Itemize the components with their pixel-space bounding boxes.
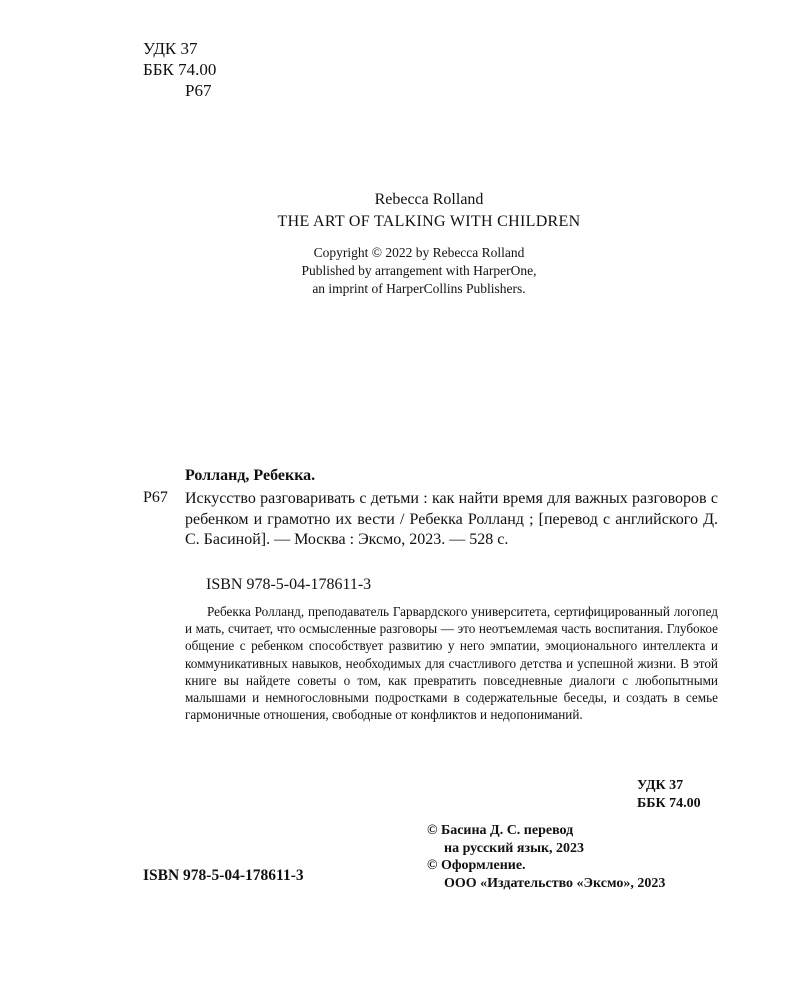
biblio-author-heading: Ролланд, Ребекка. bbox=[185, 467, 316, 484]
footer-copyrights bbox=[427, 822, 665, 892]
translation-copyright-line1: © Басина Д. С. перевод bbox=[427, 823, 574, 838]
footer-classification bbox=[637, 777, 701, 813]
udk-code: УДК 37 bbox=[143, 39, 198, 58]
translation-copyright-line2: на русский язык, 2023 bbox=[444, 840, 585, 856]
classification-block bbox=[143, 38, 216, 101]
author-mark: Р67 bbox=[185, 81, 212, 100]
bbk-code: ББК 74.00 bbox=[143, 60, 217, 79]
copyright-line: an imprint of HarperCollins Publishers. bbox=[312, 281, 526, 296]
original-title: THE ART OF TALKING WITH CHILDREN bbox=[277, 213, 581, 230]
biblio-code: Р67 bbox=[143, 489, 168, 506]
original-author: Rebecca Rolland bbox=[374, 191, 484, 208]
footer-isbn: ISBN 978-5-04-178611-3 bbox=[143, 867, 304, 884]
biblio-description: Искусство разговаривать с детьми : как найти время для важных разговоров с ребенком и грамотно их вести / Ребекка Ролланд ; [перевод с английского Д. С. Басиной]. — Москва : Эксмо, 2023. — 528 с. bbox=[185, 490, 718, 549]
copyright-line: Copyright © 2022 by Rebecca Rolland bbox=[313, 245, 525, 260]
annotation: Ребекка Ролланд, преподаватель Гарвардского университета, сертифицированный логопед и мать, считает, что осмысленные разговоры — это неотъемлемая часть воспитания. Глубокое общение с ребенком способствует развитию у него эмпатии, эмоционального интеллекта и коммуникативных навыков, необходимых для счастливого детства и успешной жизни. В этой книге вы найдете советы о том, как превратить повседневные диалоги с любопытными малышами и немногословными подростками в содержательные беседы, и создать в семье гармоничные отношения, свободные от конфликтов и недопониманий. bbox=[185, 604, 718, 723]
design-copyright-line2: ООО «Издательство «Эксмо», 2023 bbox=[444, 875, 666, 891]
original-copyright bbox=[0, 244, 800, 298]
footer-bbk: ББК 74.00 bbox=[637, 796, 701, 811]
biblio-isbn: ISBN 978-5-04-178611-3 bbox=[206, 576, 372, 593]
design-copyright-line1: © Оформление. bbox=[427, 858, 526, 873]
copyright-line: Published by arrangement with HarperOne, bbox=[301, 263, 537, 278]
footer-udk: УДК 37 bbox=[637, 778, 684, 793]
